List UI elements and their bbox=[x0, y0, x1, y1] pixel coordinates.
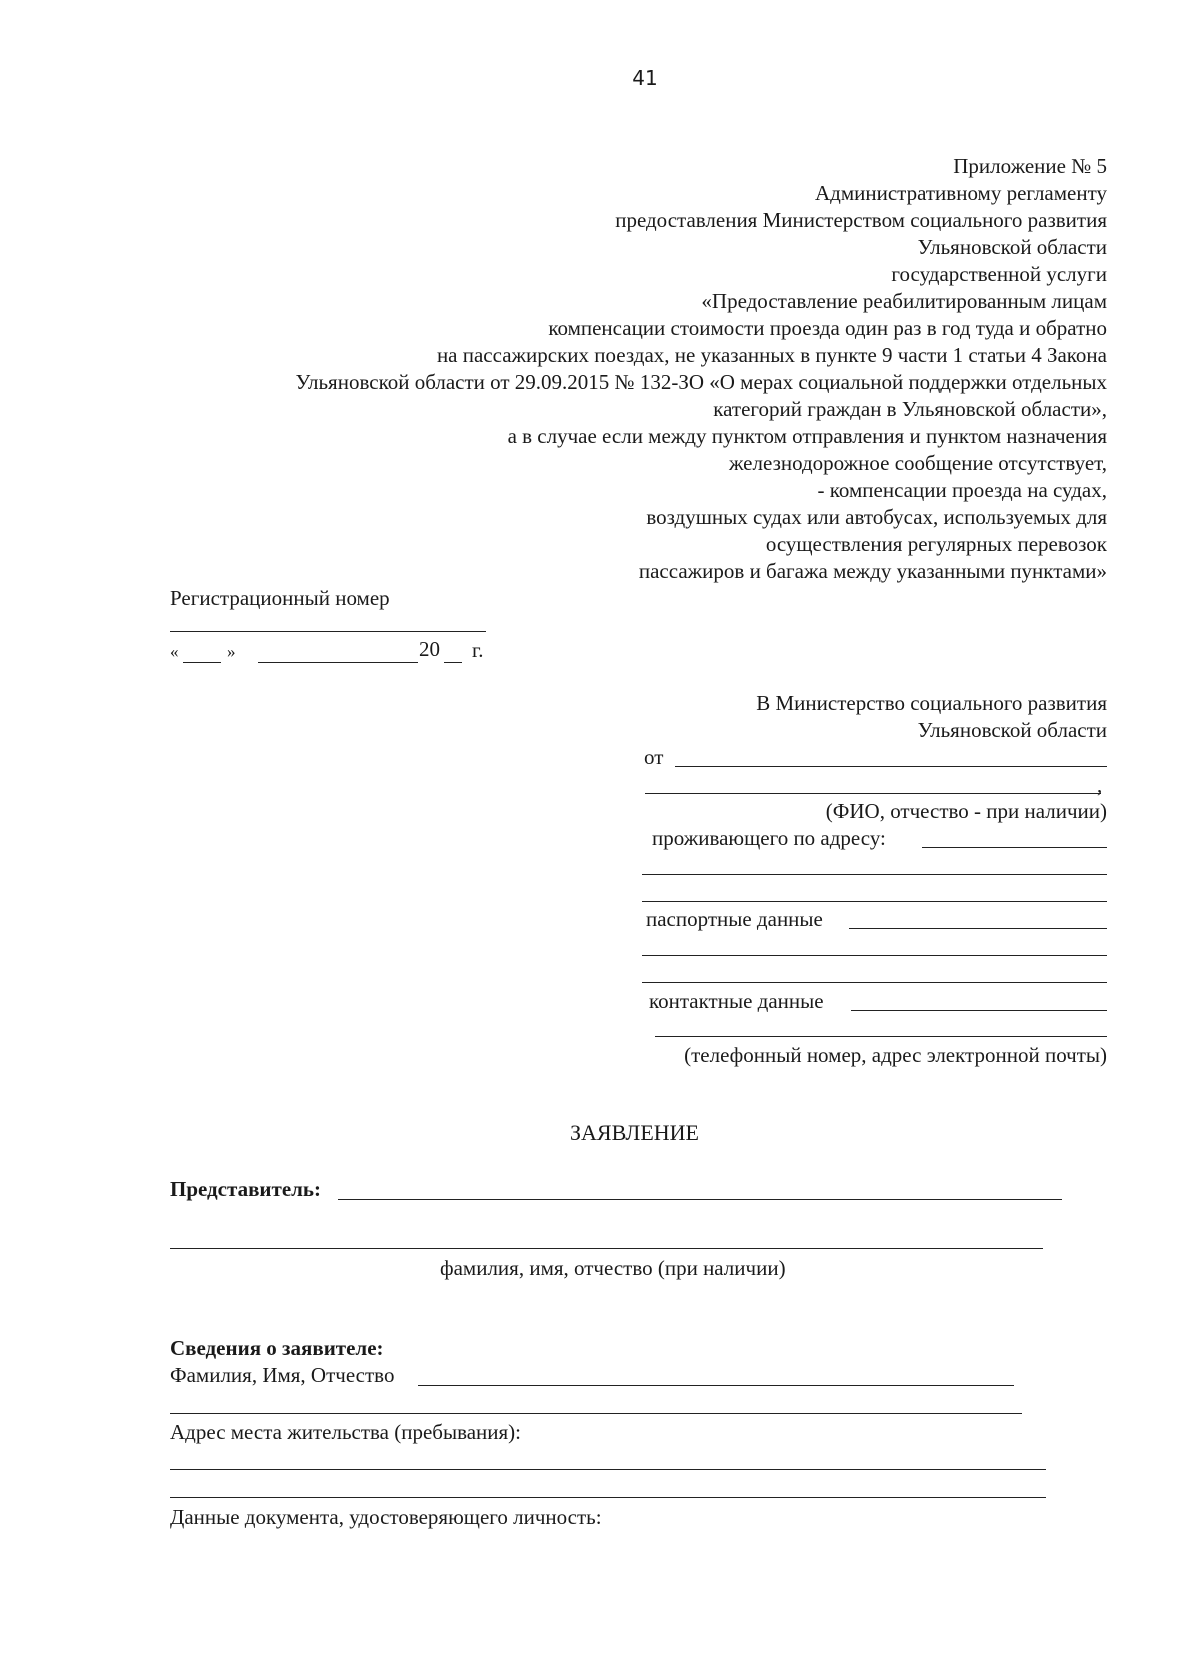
from-field[interactable] bbox=[675, 766, 1107, 767]
passport-field-3[interactable] bbox=[642, 982, 1107, 983]
applicant-fio-field-2[interactable] bbox=[170, 1413, 1022, 1414]
date-close-quote: » bbox=[227, 642, 236, 661]
applicant-address-field[interactable] bbox=[170, 1469, 1046, 1470]
representative-field-2[interactable] bbox=[170, 1248, 1043, 1249]
from-label: от bbox=[644, 745, 664, 769]
address-field-3[interactable] bbox=[642, 901, 1107, 902]
date-year-prefix: 20 bbox=[419, 637, 440, 661]
appendix-line: Ульяновской области bbox=[917, 235, 1107, 259]
addressee-line2: Ульяновской области bbox=[917, 718, 1107, 742]
date-month-field[interactable] bbox=[258, 662, 418, 663]
statement-title: ЗАЯВЛЕНИЕ bbox=[570, 1120, 699, 1145]
representative-label: Представитель: bbox=[170, 1177, 322, 1201]
registration-label: Регистрационный номер bbox=[170, 586, 390, 610]
address-field-2[interactable] bbox=[642, 874, 1107, 875]
appendix-line: категорий граждан в Ульяновской области», bbox=[713, 397, 1107, 421]
representative-field[interactable] bbox=[338, 1199, 1062, 1200]
address-field[interactable] bbox=[922, 847, 1107, 848]
addressee-line1: В Министерство социального развития bbox=[756, 691, 1107, 715]
appendix-line: железнодорожное сообщение отсутствует, bbox=[728, 451, 1107, 475]
appendix-line: воздушных судах или автобусах, используемых для bbox=[646, 505, 1107, 529]
address-label: проживающего по адресу: bbox=[652, 826, 886, 850]
date-year-suffix: г. bbox=[472, 638, 484, 662]
contacts-field-2[interactable] bbox=[655, 1036, 1107, 1037]
fio-hint: (ФИО, отчество - при наличии) bbox=[825, 799, 1107, 823]
applicant-document-label: Данные документа, удостоверяющего личность: bbox=[170, 1505, 602, 1529]
appendix-line: осуществления регулярных перевозок bbox=[765, 532, 1107, 556]
from-field-2[interactable] bbox=[645, 793, 1101, 794]
date-open-quote: « bbox=[170, 642, 179, 661]
appendix-line: предоставления Министерством социального развития bbox=[615, 208, 1107, 232]
appendix-line: Ульяновской области от 29.09.2015 № 132-ЗО «О мерах социальной поддержки отдельных bbox=[295, 370, 1107, 394]
contacts-field[interactable] bbox=[851, 1010, 1107, 1011]
contacts-hint: (телефонный номер, адрес электронной почты) bbox=[684, 1043, 1107, 1067]
appendix-line: а в случае если между пунктом отправления и пунктом назначения bbox=[507, 424, 1107, 448]
page-number: 41 bbox=[632, 66, 658, 90]
from-comma: , bbox=[1097, 773, 1103, 797]
contacts-label: контактные данные bbox=[649, 989, 824, 1013]
appendix-line: «Предоставление реабилитированным лицам bbox=[701, 289, 1107, 313]
passport-label: паспортные данные bbox=[646, 907, 823, 931]
passport-field-2[interactable] bbox=[642, 955, 1107, 956]
appendix-line: компенсации стоимости проезда один раз в год туда и обратно bbox=[548, 316, 1107, 340]
appendix-line: на пассажирских поездах, не указанных в пункте 9 части 1 статьи 4 Закона bbox=[436, 343, 1107, 367]
applicant-fio-label: Фамилия, Имя, Отчество bbox=[170, 1363, 395, 1387]
representative-hint: фамилия, имя, отчество (при наличии) bbox=[440, 1256, 786, 1280]
passport-field[interactable] bbox=[849, 928, 1107, 929]
registration-number-field[interactable] bbox=[170, 631, 486, 632]
appendix-line: Приложение № 5 bbox=[953, 154, 1107, 178]
applicant-address-label: Адрес места жительства (пребывания): bbox=[170, 1420, 522, 1444]
appendix-line: Административному регламенту bbox=[814, 181, 1107, 205]
appendix-line: пассажиров и багажа между указанными пунктами» bbox=[638, 559, 1107, 583]
applicant-address-field-2[interactable] bbox=[170, 1497, 1046, 1498]
date-day-field[interactable] bbox=[183, 662, 221, 663]
applicant-fio-field[interactable] bbox=[418, 1385, 1014, 1386]
applicant-heading: Сведения о заявителе: bbox=[170, 1336, 384, 1360]
appendix-line: государственной услуги bbox=[891, 262, 1107, 286]
date-year-field[interactable] bbox=[444, 662, 462, 663]
appendix-line: - компенсации проезда на судах, bbox=[817, 478, 1107, 502]
